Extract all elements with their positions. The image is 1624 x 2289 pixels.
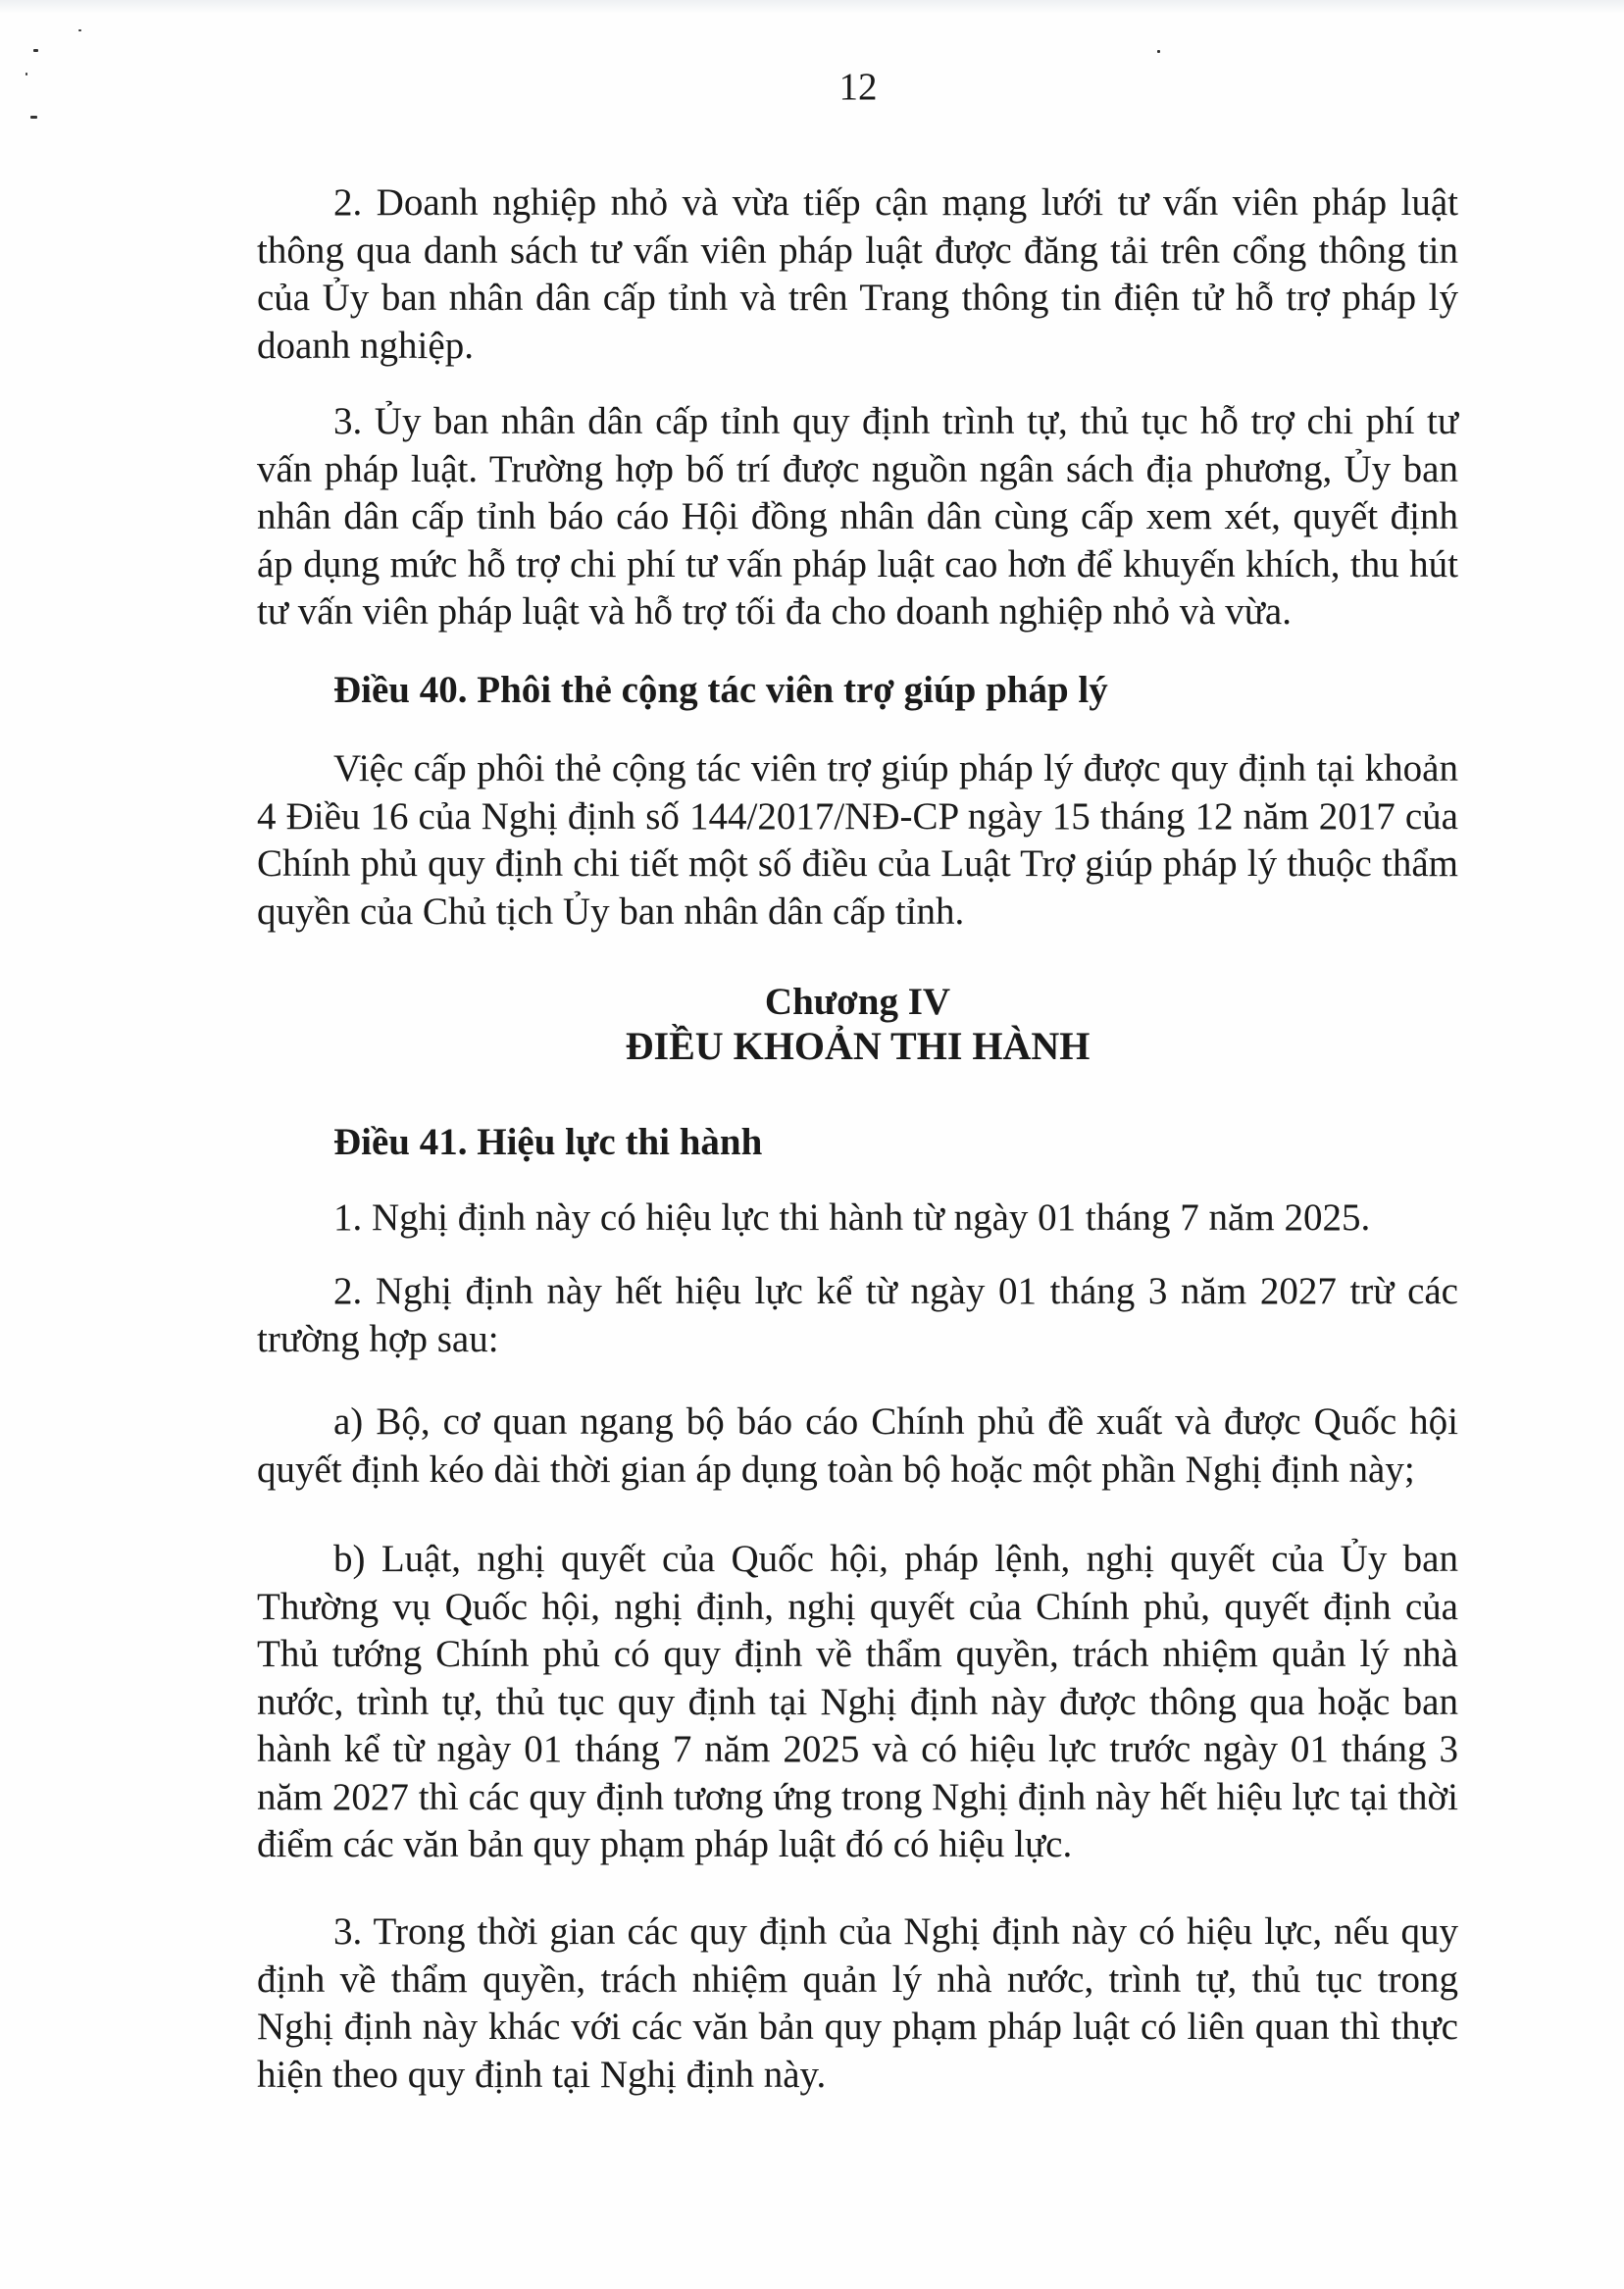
scan-speck — [33, 49, 38, 52]
article-41-clause-1: 1. Nghị định này có hiệu lực thi hành từ ngày 01 tháng 7 năm 2025. — [333, 1196, 1371, 1239]
article-41-clause-2: 2. Nghị định này hết hiệu lực kể từ ngày 01 tháng 3 năm 2027 trừ các trường hợp sau: — [257, 1270, 1458, 1360]
chapter-title: ĐIỀU KHOẢN THI HÀNH — [625, 1024, 1091, 1068]
article-41-point-a: a) Bộ, cơ quan ngang bộ báo cáo Chính phủ đề xuất và được Quốc hội quyết định kéo dài thời gian áp dụng toàn bộ hoặc một phần Nghị định này; — [257, 1400, 1458, 1491]
article-41-point-b: b) Luật, nghị quyết của Quốc hội, pháp lệnh, nghị quyết của Ủy ban Thường vụ Quốc hội, nghị định, nghị quyết của Chính phủ, quyết định của Thủ tướng Chính phủ có quy định về thẩm quyền, trách nhiệm quản lý nhà nước, trình tự, thủ tục quy định tại Nghị định này được thông qua hoặc ban hành kể từ ngày 01 tháng 7 năm 2025 và có hiệu lực trước ngày 01 tháng 3 năm 2027 thì các quy định tương ứng trong Nghị định này hết hiệu lực tại thời điểm các văn bản quy phạm pháp luật đó có hiệu lực. — [257, 1538, 1458, 1865]
page-number: 12 — [838, 66, 878, 108]
article-40-heading: Điều 40. Phôi thẻ cộng tác viên trợ giúp pháp lý — [333, 669, 1108, 711]
article-41-clause-3: 3. Trong thời gian các quy định của Nghị định này có hiệu lực, nếu quy định về thẩm quyền, trách nhiệm quản lý nhà nước, trình tự, thủ tục trong Nghị định này khác với các văn bản quy phạm pháp luật có liên quan thì thực hiện theo quy định tại Nghị định này. — [257, 1910, 1458, 2096]
scan-edge — [0, 0, 1624, 14]
article-40-body: Việc cấp phôi thẻ cộng tác viên trợ giúp pháp lý được quy định tại khoản 4 Điều 16 của Nghị định số 144/2017/NĐ-CP ngày 15 tháng 12 năm 2017 của Chính phủ quy định chi tiết một số điều của Luật Trợ giúp pháp lý thuộc thẩm quyền của Chủ tịch Ủy ban nhân dân cấp tỉnh. — [257, 747, 1458, 933]
paragraph-clause-2: 2. Doanh nghiệp nhỏ và vừa tiếp cận mạng lưới tư vấn viên pháp luật thông qua danh sách tư vấn viên pháp luật được đăng tải trên cổng thông tin của Ủy ban nhân dân cấp tỉnh và trên Trang thông tin điện tử hỗ trợ pháp lý doanh nghiệp. — [257, 181, 1458, 367]
scan-speck — [30, 116, 37, 119]
paragraph-clause-3: 3. Ủy ban nhân dân cấp tỉnh quy định trình tự, thủ tục hỗ trợ chi phí tư vấn pháp luật. Trường hợp bố trí được nguồn ngân sách địa phương, Ủy ban nhân dân cấp tỉnh báo cáo Hội đồng nhân dân cùng cấp xem xét, quyết định áp dụng mức hỗ trợ chi phí tư vấn pháp luật cao hơn để khuyến khích, thu hút tư vấn viên pháp luật và hỗ trợ tối đa cho doanh nghiệp nhỏ và vừa. — [257, 400, 1458, 633]
article-41-heading: Điều 41. Hiệu lực thi hành — [333, 1121, 763, 1163]
scan-speck — [1157, 50, 1160, 53]
chapter-label: Chương IV — [764, 981, 951, 1023]
scan-speck — [78, 29, 81, 31]
chapter-heading — [257, 980, 1458, 1068]
